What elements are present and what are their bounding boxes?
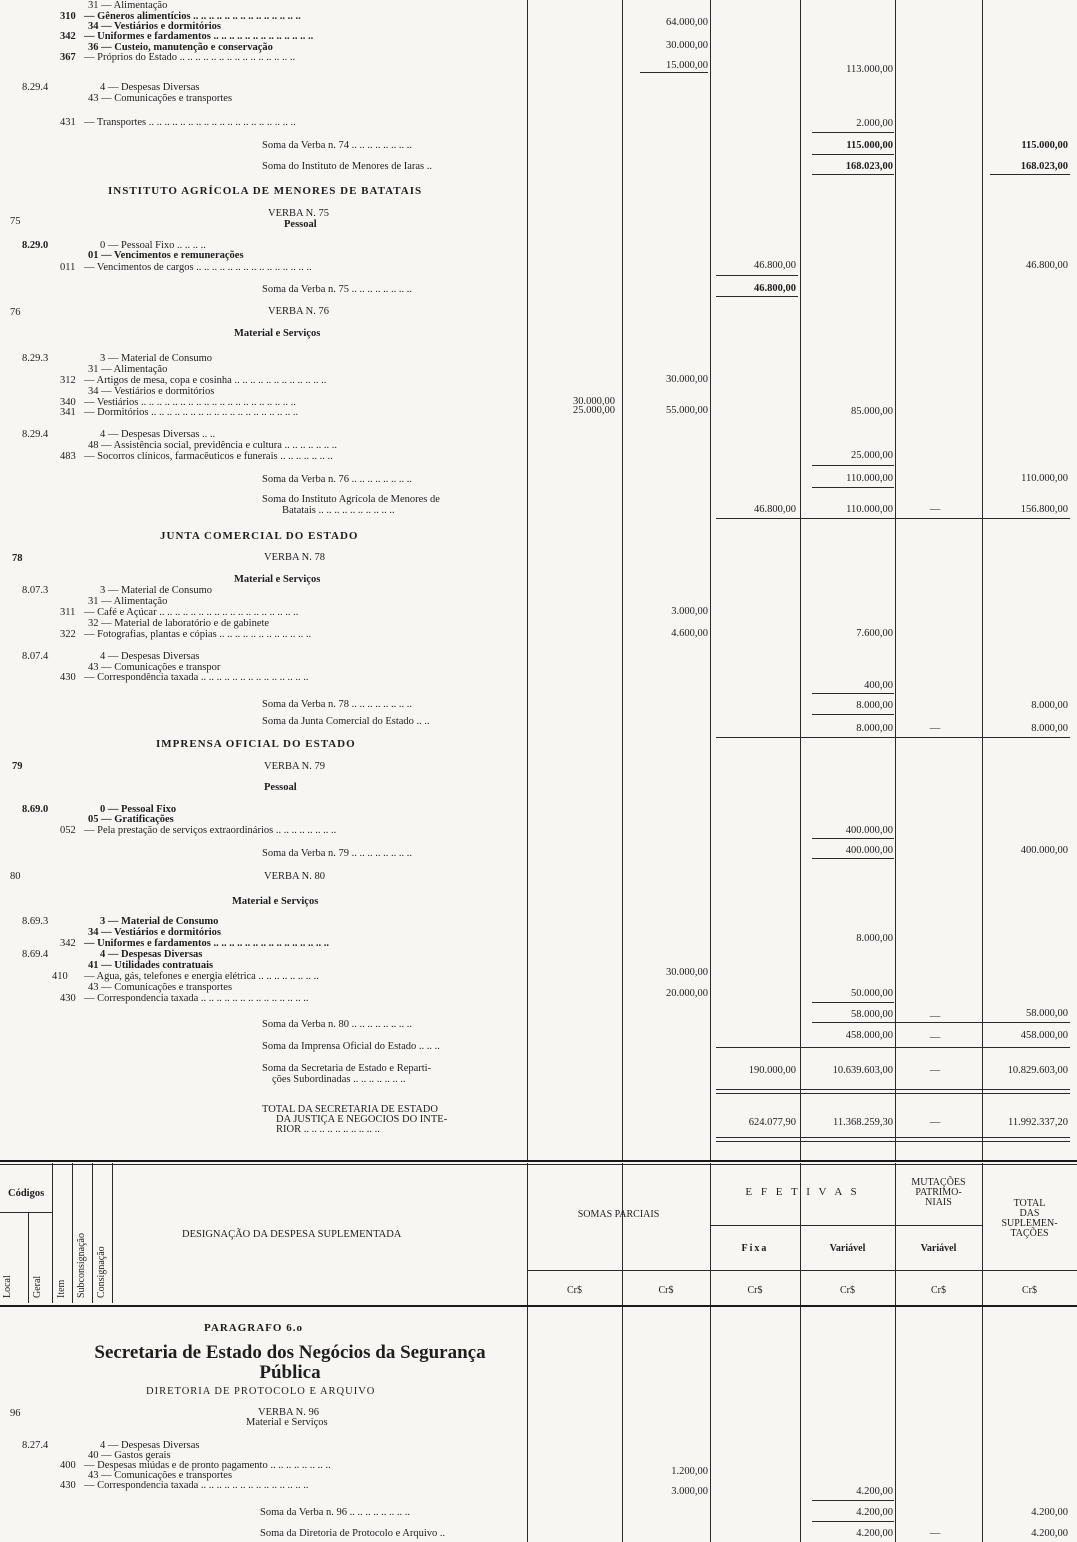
mut-rule [895,1225,982,1226]
code-8073: 8.07.3 [22,585,49,596]
hdr-total-3: SUPLEMEN- [1001,1218,1058,1229]
rule-codes-c [72,1163,73,1303]
val-3000-cafe: 3.000,00 [671,606,708,617]
line-alimentacao: 31 — Alimentação [88,0,168,11]
val-85000: 85.000,00 [851,406,893,417]
hdr-total-1: TOTAL [1013,1198,1046,1209]
rule-codes-a [28,1213,29,1303]
line-vestiarios: 34 — Vestiários e dormitórios [88,21,221,32]
line-despesas-96: 4 — Despesas Diversas [100,1440,200,1451]
line-fotografias: — Fotografias, plantas e cópias .. .. .. .. .. .. .. .. .. .. .. .. [84,629,312,640]
line-despesas-80: 4 — Despesas Diversas [100,949,203,960]
rule [716,737,1070,738]
hdr-total-2: DAS [1019,1208,1040,1219]
val-11368259: 11.368.259,30 [833,1117,893,1128]
line-vestiarios-dorm: 34 — Vestiários e dormitórios [88,386,215,397]
hdr-cr-5: Cr$ [931,1285,946,1296]
val-156800-inst: 156.800,00 [1020,504,1068,515]
verba-78: VERBA N. 78 [264,552,325,563]
val-8000-junta-tot: 8.000,00 [1031,723,1068,734]
val-58000-var: 58.000,00 [851,1009,893,1020]
line-correspondencia-80: — Correspondencia taxada .. .. .. .. .. .. .. .. .. .. .. .. .. .. [84,993,309,1004]
code-80: 80 [10,871,21,882]
val-30000-vest: 30.000,00 [573,396,615,407]
header-top-rule-2 [0,1164,1077,1165]
codes-rule [0,1212,52,1213]
val-25000-socorros: 25.000,00 [851,450,893,461]
line-generos: — Gêneros alimentícios .. .. .. .. .. .. .. .. .. .. .. .. .. .. [84,11,301,22]
rule [716,518,1070,519]
code-011: 011 [60,262,76,273]
rule [640,72,708,73]
code-342-b: 342 [60,938,76,949]
code-341: 341 [60,407,76,418]
header-top-rule [0,1160,1077,1162]
rule [812,1521,894,1522]
rule [990,174,1070,175]
val-mut-total: — [929,1117,941,1128]
code-96: 96 [10,1408,21,1419]
soma-diretoria: Soma da Diretoria de Protocolo e Arquivo .. [260,1528,446,1539]
rule [716,1089,1070,1090]
matserv-78: Material e Serviços [234,574,321,585]
soma-verba-78: Soma da Verba n. 78 .. .. .. .. .. .. .. .. [262,699,412,710]
val-64000: 64.000,00 [666,17,708,28]
hdr-codigos: Códigos [8,1188,45,1199]
val-110000-inst: 110.000,00 [846,504,893,515]
val-46800-soma: 46.800,00 [754,283,796,294]
line-pessoal-fixo: 0 — Pessoal Fixo .. .. .. .. [100,240,206,251]
val-624077: 624.077,90 [748,1117,796,1128]
val-20000: 20.000,00 [666,988,708,999]
hdr-geral: Geral [32,1275,43,1298]
code-322: 322 [60,629,76,640]
line-material-80: 3 — Material de Consumo [100,916,219,927]
val-400: 400,00 [864,680,893,691]
rule [812,1002,894,1003]
rule-codes-b [52,1163,53,1303]
val-8000-junta-var: 8.000,00 [856,723,893,734]
rule [716,1141,1070,1142]
hdr-cr-3: Cr$ [747,1285,763,1296]
section-title-imprensa: IMPRENSA OFICIAL DO ESTADO [156,738,356,750]
code-8294-b: 8.29.4 [22,429,49,440]
line-material-consumo: 3 — Material de Consumo [100,353,212,364]
code-8290: 8.29.0 [22,240,49,251]
line-code-310: 310 [60,11,76,22]
hdr-item: Item [56,1279,67,1298]
val-458000-tot: 458.000,00 [1020,1030,1068,1041]
code-8694: 8.69.4 [22,949,49,960]
rule-partial-2 [710,0,711,1160]
line-material-consumo-78: 3 — Material de Consumo [100,585,212,596]
rule [716,1047,1070,1048]
val-15000: 15.000,00 [666,60,708,71]
line-comunic-80: 43 — Comunicações e transportes [88,982,233,993]
val-mut-dir: — [929,1528,941,1539]
hdr-cr-4: Cr$ [840,1285,855,1296]
soma-verba-76: Soma da Verba n. 76 .. .. .. .. .. .. .. .. [262,474,412,485]
paragrafo-6: PARAGRAFO 6.o [204,1322,303,1334]
val-168023-var: 168.023,00 [845,161,893,172]
line-proprios: — Próprios do Estado .. .. .. .. .. .. .. .. .. .. .. .. .. .. .. [84,52,296,63]
soma-verba-79: Soma da Verba n. 79 .. .. .. .. .. .. .. .. [262,848,412,859]
val-400000-tot: 400.000,00 [1020,845,1068,856]
hdr-fixa: Fixa [741,1243,769,1254]
val-30000-agua: 30.000,00 [666,967,708,978]
code-430-c: 430 [60,1480,76,1491]
line-gratificacoes: 05 — Gratificações [88,814,174,825]
hdr-designacao: DESIGNAÇÃO DA DESPESA SUPLEMENTADA [182,1229,402,1240]
val-113000: 113.000,00 [846,64,893,75]
line-despesas-div-b: 4 — Despesas Diversas .. .. [100,429,216,440]
code-052: 052 [60,825,76,836]
val-25000-dorm: 25.000,00 [573,405,615,416]
section-title-junta: JUNTA COMERCIAL DO ESTADO [160,530,359,542]
val-mut-junta: — [929,723,941,734]
val-168023-tot: 168.023,00 [1020,161,1068,172]
line-artigos-mesa: — Artigos de mesa, copa e cosinha .. .. .. .. .. .. .. .. .. .. .. .. [84,375,327,386]
val-110000-var: 110.000,00 [846,473,893,484]
line-alimentacao-2: 31 — Alimentação [88,364,168,375]
rule-designation [527,0,528,1160]
val-4200-dir-tot: 4.200,00 [1031,1528,1068,1539]
val-30000-artigos: 30.000,00 [666,374,708,385]
efetivas-rule [710,1225,895,1226]
soma-verba-80: Soma da Verba n. 80 .. .. .. .. .. .. .. .. [262,1019,412,1030]
line-material-lab: 32 — Material de laboratório e de gabinete [88,618,270,629]
line-alimentacao-78: 31 — Alimentação [88,596,168,607]
line-code-367: 367 [60,52,76,63]
val-mut-sec: — [929,1065,941,1076]
line-vencimentos-cargos: — Vencimentos de cargos .. .. .. .. .. .. .. .. .. .. .. .. .. .. .. [84,262,312,273]
soma-verba-74: Soma da Verba n. 74 .. .. .. .. .. .. .. .. [262,140,412,151]
rule-fixa [800,0,801,1160]
currency-rule [527,1270,1077,1271]
code-78: 78 [12,553,23,564]
rule-lower-variavel [895,1163,896,1542]
val-8000-unif: 8.000,00 [856,933,893,944]
hdr-local: Local [2,1275,13,1298]
rule [812,132,894,133]
rule-codes-e [112,1163,113,1303]
line-vestiarios-80: 34 — Vestiários e dormitórios [88,927,221,938]
line-despesas-78: 4 — Despesas Diversas [100,651,200,662]
code-430-b: 430 [60,993,76,1004]
hdr-somas-parciais: SOMAS PARCIAIS [577,1209,660,1220]
hdr-variavel: Variável [829,1243,866,1254]
rule [716,1093,1070,1094]
code-8293: 8.29.3 [22,353,49,364]
header-bottom-rule [0,1305,1077,1307]
val-mut-80: — [929,1011,941,1022]
rule [812,154,894,155]
secretaria-title-2: Pública [259,1362,321,1383]
code-8274: 8.27.4 [22,1440,49,1451]
hdr-mut-variavel: Variável [920,1243,957,1254]
diretoria-title: DIRETORIA DE PROTOCOLO E ARQUIVO [146,1386,376,1397]
val-8000-tot: 8.000,00 [1031,700,1068,711]
code-76: 76 [10,307,21,318]
code-430: 430 [60,672,76,683]
line-vencimentos-remun: 01 — Vencimentos e remunerações [88,250,244,261]
code-340: 340 [60,397,76,408]
soma-secretaria: Soma da Secretaria de Estado e Reparti- [262,1063,432,1074]
pessoal-heading: Pessoal [284,219,317,230]
hdr-efetivas: E F E T I V A S [745,1186,860,1198]
rule-codes-d [92,1163,93,1303]
verba-79: VERBA N. 79 [264,761,325,772]
val-1200: 1.200,00 [671,1466,708,1477]
line-despesas-diversas: 4 — Despesas Diversas [100,82,200,93]
val-8000-var: 8.000,00 [856,700,893,711]
line-cafe: — Café e Açúcar .. .. .. .. .. .. .. .. .. .. .. .. .. .. .. .. .. .. [84,607,299,618]
line-correspondencia-78: — Correspondência taxada .. .. .. .. .. .. .. .. .. .. .. .. .. .. [84,672,309,683]
line-uniformes: — Uniformes e fardamentos .. .. .. .. .. .. .. .. .. .. .. .. .. [84,31,314,42]
val-190000: 190.000,00 [748,1065,796,1076]
hdr-mutacoes-2: PATRIMO- [915,1187,962,1198]
rule-mutacoes [982,0,983,1160]
rule [716,1137,1070,1138]
rule [716,296,798,297]
line-agua: — Agua, gás, telefones e energia elétrica .. .. .. .. .. .. .. .. [84,971,319,982]
matserv-80: Material e Serviços [232,896,319,907]
hdr-total-4: TAÇÕES [1010,1228,1049,1239]
rule-partial-1 [622,0,623,1160]
rule-variavel [895,0,896,1160]
code-8693: 8.69.3 [22,916,49,927]
code-8294: 8.29.4 [22,82,49,93]
val-46800-tot: 46.800,00 [1026,260,1068,271]
val-115000-tot: 115.000,00 [1021,140,1068,151]
line-comunicacoes: 43 — Comunicações e transportes [88,93,233,104]
secretaria-title-1: Secretaria de Estado dos Negócios da Segurança [94,1342,486,1363]
line-dormitorios: — Dormitórios .. .. .. .. .. .. .. .. .. .. .. .. .. .. .. .. .. .. .. [84,407,299,418]
line-gastos-gerais: 40 — Gastos gerais [88,1450,171,1461]
val-4200-dir-var: 4.200,00 [856,1528,893,1539]
val-400000-soma: 400.000,00 [845,845,893,856]
soma-verba-75: Soma da Verba n. 75 .. .. .. .. .. .. .. .. [262,284,412,295]
soma-instituto-agricola-2: Batatais .. .. .. .. .. .. .. .. .. .. [282,505,395,516]
val-4200-tot: 4.200,00 [1031,1507,1068,1518]
val-46800-inst: 46.800,00 [754,504,796,515]
val-3000-corr: 3.000,00 [671,1486,708,1497]
verba-96: VERBA N. 96 [258,1407,319,1418]
line-utilidades: 41 — Utilidades contratuais [88,960,214,971]
val-7600: 7.600,00 [856,628,893,639]
line-prestacao: — Pela prestação de serviços extraordinários .. .. .. .. .. .. .. .. [84,825,337,836]
rule [812,714,894,715]
val-4600: 4.600,00 [671,628,708,639]
total-line-3: RIOR .. .. .. .. .. .. .. .. .. .. [276,1124,380,1135]
code-79: 79 [12,761,23,772]
rule [812,174,894,175]
val-10829603: 10.829.603,00 [1007,1065,1068,1076]
line-despesas-miudas: — Despesas miúdas e de pronto pagamento .. .. .. .. .. .. .. .. [84,1460,331,1471]
val-mut-imp: — [929,1032,941,1043]
code-483: 483 [60,451,76,462]
hdr-cr-1: Cr$ [567,1285,582,1296]
matserv-96: Material e Serviços [246,1417,328,1428]
val-10639603: 10.639.603,00 [832,1065,893,1076]
val-30000: 30.000,00 [666,40,708,51]
soma-instituto-agricola: Soma do Instituto Agrícola de Menores de [262,494,440,505]
code-311: 311 [60,607,76,618]
soma-instituto-iaras: Soma do Instituto de Menores de Iaras .. [262,161,433,172]
rule-lower-partial-2 [710,1163,711,1542]
rule [716,275,798,276]
val-11992337: 11.992.337,20 [1008,1117,1068,1128]
line-uniformes-80: — Uniformes e fardamentos .. .. .. .. .. .. .. .. .. .. .. .. .. .. .. [84,938,329,949]
rule [812,838,894,839]
matserv-heading: Material e Serviços [234,328,321,339]
soma-junta: Soma da Junta Comercial do Estado .. .. [262,716,430,727]
code-75: 75 [10,216,21,227]
rule [812,858,894,859]
soma-secretaria-2: ções Subordinadas .. .. .. .. .. .. .. [272,1074,406,1085]
total-line-2: DA JUSTIÇA E NEGOCIOS DO INTE- [276,1114,448,1125]
verba-75: VERBA N. 75 [268,208,329,219]
line-transportes: — Transportes .. .. .. .. .. .. .. .. .. .. .. .. .. .. .. .. .. .. .. [84,117,296,128]
val-55000: 55.000,00 [666,405,708,416]
code-431: 431 [60,117,76,128]
code-312: 312 [60,375,76,386]
soma-imprensa: Soma da Imprensa Oficial do Estado .. .. .. [262,1041,440,1052]
verba-76: VERBA N. 76 [268,306,329,317]
val-50000: 50.000,00 [851,988,893,999]
soma-verba-96: Soma da Verba n. 96 .. .. .. .. .. .. .. .. [260,1507,410,1518]
val-mut-inst: — [929,504,941,515]
hdr-cr-2: Cr$ [658,1285,674,1296]
hdr-subconsignacao: Subconsignação [76,1233,87,1298]
line-comunic-78: 43 — Comunicações e transpor [88,662,221,673]
hdr-consignacao: Consignação [96,1246,107,1298]
val-2000: 2.000,00 [856,118,893,129]
val-58000-tot: 58.000,00 [1026,1008,1068,1019]
rule [812,487,894,488]
code-400: 400 [60,1460,76,1471]
line-socorros: — Socorros clínicos, farmacêuticos e funerais .. .. .. .. .. .. .. [84,451,333,462]
hdr-cr-6: Cr$ [1022,1285,1037,1296]
rule [812,465,894,466]
val-4200-soma: 4.200,00 [856,1507,893,1518]
line-code-342: 342 [60,31,76,42]
rule [812,693,894,694]
rule [812,1500,894,1501]
pessoal-79: Pessoal [264,782,297,793]
line-comunic-96: 43 — Comunicações e transportes [88,1470,233,1481]
val-458000-var: 458.000,00 [845,1030,893,1041]
line-pessoal-fixo-79: 0 — Pessoal Fixo [100,804,177,815]
verba-80: VERBA N. 80 [264,871,325,882]
line-custeio: 36 — Custeio, manutenção e conservação [88,42,273,53]
val-400000-var: 400.000,00 [845,825,893,836]
rule [812,1022,1070,1023]
section-title-instituto: INSTITUTO AGRÍCOLA DE MENORES DE BATATAIS [108,185,423,197]
code-410: 410 [52,971,68,982]
code-8690: 8.69.0 [22,804,49,815]
total-line-1: TOTAL DA SECRETARIA DE ESTADO [262,1104,438,1115]
val-46800-fix: 46.800,00 [754,260,796,271]
line-assistencia: 48 — Assistência social, previdência e cultura .. .. .. .. .. .. .. [88,440,338,451]
hdr-mutacoes-3: NIAIS [925,1197,952,1208]
val-115000-var: 115.000,00 [846,140,893,151]
val-110000-tot: 110.000,00 [1021,473,1068,484]
val-4200-var: 4.200,00 [856,1486,893,1497]
hdr-mutacoes-1: MUTAÇÕES [911,1177,966,1188]
code-8074: 8.07.4 [22,651,49,662]
line-correspondencia-96: — Correspondencia taxada .. .. .. .. .. .. .. .. .. .. .. .. .. .. [84,1480,309,1491]
line-vestiarios-2: — Vestiários .. .. .. .. .. .. .. .. .. .. .. .. .. .. .. .. .. .. .. .. [84,397,296,408]
